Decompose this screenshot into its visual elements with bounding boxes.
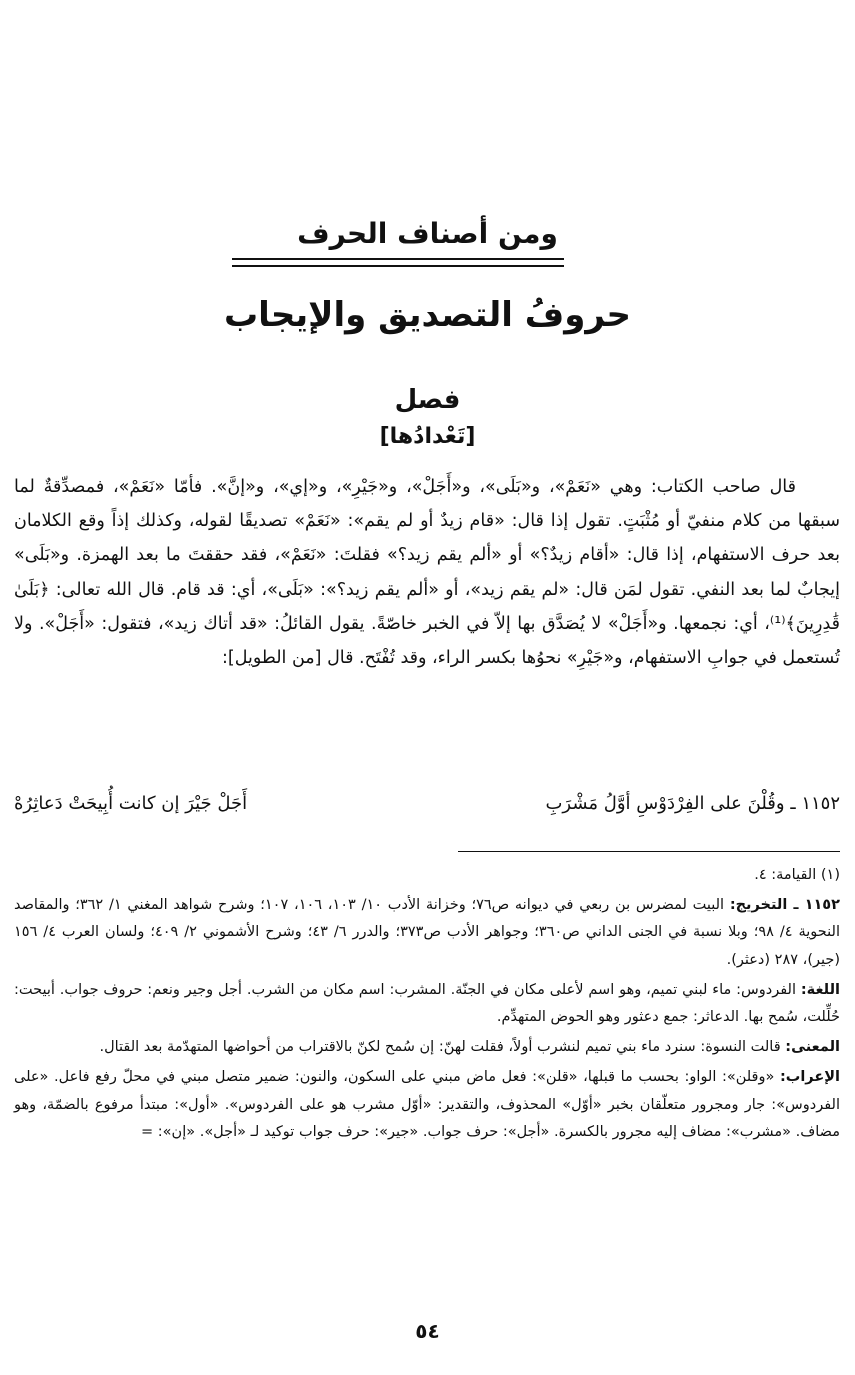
footnote-lugha-label: اللغة: (800, 981, 840, 998)
footnote-lugha-text: الفردوس: ماء لبني تميم، وهو اسم لأعلى مكان في الجنّة. المشرب: اسم مكان من الشرب. أجل وجير ونعم: حروف جواب. أبيحت: حُلِّلت، سُمح بها. الدعاثر: جمع دعثور وهو الحوض المتهدِّم. (14, 981, 840, 1026)
footnote-takhrij (14, 892, 840, 974)
fasl-heading: فصل (394, 385, 461, 415)
page-number: ٥٤ (415, 1319, 440, 1343)
subheading: [تَعْدادُها] (379, 424, 476, 449)
footnote-irab (14, 1064, 840, 1146)
poetry-verse (14, 784, 840, 824)
footnote-mana-text: قالت النسوة: سنرد ماء بني تميم لنشرب أولاً، فقلت لهنّ: إن سُمح لكنّ بالاقتراب من أحواضها المتهدّمة بعد القتال. (99, 1039, 781, 1056)
footnote-lugha (14, 977, 840, 1031)
footnote-mana (14, 1034, 840, 1061)
verse-first-hemistich (545, 784, 840, 824)
verse-number: ١١٥٢ ـ (790, 793, 840, 814)
footnote-1: (١) القيامة: ٤. (754, 867, 840, 883)
footnote-separator (458, 851, 840, 852)
footnote-mana-label: المعنى: (785, 1039, 840, 1056)
footnote-irab-label: الإعراب: (779, 1069, 841, 1086)
verse-second-hemistich: أَجَلْ جَيْرَ إن كانت أُبِيحَتْ دَعاثِرُهْ (14, 793, 248, 814)
section-heading: ومن أصناف الحرف (297, 217, 558, 250)
footnote-irab-text: «وقلن»: الواو: بحسب ما قبلها، «قلن»: فعل ماض مبني على السكون، والنون: ضمير متصل مبني في محلّ رفع فاعل. «على الفردوس»: جار ومجرور متعلّقان بخبر «أوّل» المحذوف، والتقدير: «أوّل مشرب هو على الفردوس». «أول»: مبتدأ مرفوع بالضمّة، وهو مضاف. «مشرب»: مضاف إليه مجرور بالكسرة. «أجل»: حرف جواب. «جير»: حرف جواب توكيد لـ «أجل». «إن»: = (14, 1069, 840, 1140)
footnotes (14, 862, 840, 1149)
chapter-title: حروفُ التصديق والإيجاب (223, 295, 632, 335)
footnote-takhrij-text: البيت لمضرس بن ربعي في ديوانه ص٧٦؛ وخزانة الأدب ١٠/ ١٠٣، ١٠٦، ١٠٧؛ وشرح شواهد المغني ١/ ٣٦٢؛ والمقاصد النحوية ٤/ ٩٨؛ وبلا نسبة في الجنى الداني ص٣٦٠؛ وجواهر الأدب ص٣٧٣؛ والدرر ٦/ ٤٣؛ وشرح الأشموني ٢/ ٤٠٩؛ ولسان العرب ٤/ ١٥٦ (جير)، ٢٨٧ (دعثر). (14, 897, 840, 968)
footnote-takhrij-label: ١١٥٢ ـ التخريج: (729, 897, 841, 914)
main-paragraph: قال صاحب الكتاب: وهي «نَعَمْ»، و«بَلَى»، و«أَجَلْ»، و«جَيْرِ»، و«إي»، و«إنَّ». فأمّا «نَعَمْ»، فمصدِّقةٌ لما سبقها من كلام منفيّ أو مُثْبَتٍ. تقول إذا قال: «قام زيدٌ أو لم يقم»: «نَعَمْ» تصديقًا لقوله، وكذلك إذاً وقع الكلامان بعد حرف الاستفهام، إذا قال: «أقام زيدٌ؟» أو «ألم يقم زيد؟» فقلتَ: «نَعَمْ»، فقد حققتَ ما بعد الهمزة. و«بَلَى» إيجابٌ لما بعد النفي. تقول لمَن قال: «لم يقم زيد»، أو «ألم يقم زيد؟»: «بَلَى»، أي: قد قام. قال الله تعالى: ﴿بَلَىٰ قَٰدِرِينَ﴾⁽¹⁾، أي: نجمعها. و«أَجَلْ» لا يُصَدَّق بها إلاّ في الخبر خاصّةً. يقول القائلُ: «قد أتاك زيد»، فتقول: «أَجَلْ». ولا تُستعمل في جوابِ الاستفهام، و«جَيْرِ» نحوُها بكسر الراء، وقد تُفْتَح. قال [من الطويل]: (14, 477, 840, 669)
heading-double-rule (232, 258, 564, 267)
verse-first-hemistich-text: وقُلْنَ على الفِرْدَوْسِ أوَّلُ مَشْرَبِ (545, 793, 785, 814)
main-text (14, 470, 840, 675)
